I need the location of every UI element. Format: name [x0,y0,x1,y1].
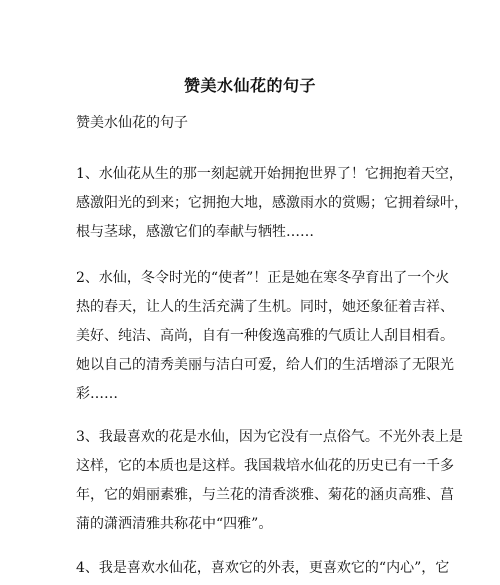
paragraph-line: 美好、纯洁、高尚，自有一种俊逸高雅的气质让人刮目相看。 [76,328,454,344]
paragraph-line: 感激阳光的到来；它拥抱大地，感激雨水的赏赐；它拥着绿叶， [76,195,468,211]
paragraph-line: 4、我是喜欢水仙花，喜欢它的外表，更喜欢它的“内心”，它 [76,560,450,576]
paragraph-line: 这样，它的本质也是这样。我国栽培水仙花的历史已有一千多 [76,458,454,474]
paragraph-line: 年，它的娟丽素雅，与兰花的清香淡雅、菊花的涵贞高雅、菖 [76,487,454,503]
paragraph-line: 2、水仙，冬令时光的“使者”！正是她在寒冬孕育出了一个火 [76,270,450,286]
paragraph-line: 彩…… [76,386,118,402]
paragraph-line: 蒲的潇洒清雅共称花中“四雅”。 [76,516,273,532]
paragraph-line: 3、我最喜欢的花是水仙，因为它没有一点俗气。不光外表上是 [76,429,463,445]
paragraph-line: 1、水仙花从生的那一刻起就开始拥抱世界了！它拥抱着天空， [76,166,463,182]
document-subtitle: 赞美水仙花的句子 [76,115,188,131]
paragraph-line: 她以自己的清秀美丽与洁白可爱，给人们的生活增添了无限光 [76,357,454,373]
paragraph-2 [76,266,454,411]
paragraph-3 [76,425,463,541]
paragraph-4 [76,556,450,585]
paragraph-1 [76,162,468,249]
paragraph-line: 热的春天，让人的生活充满了生机。同时，她还象征着吉祥、 [76,299,454,315]
paragraph-line: 根与茎球，感激它们的奉献与牺牲…… [76,224,314,240]
document-title: 赞美水仙花的句子 [183,76,316,95]
